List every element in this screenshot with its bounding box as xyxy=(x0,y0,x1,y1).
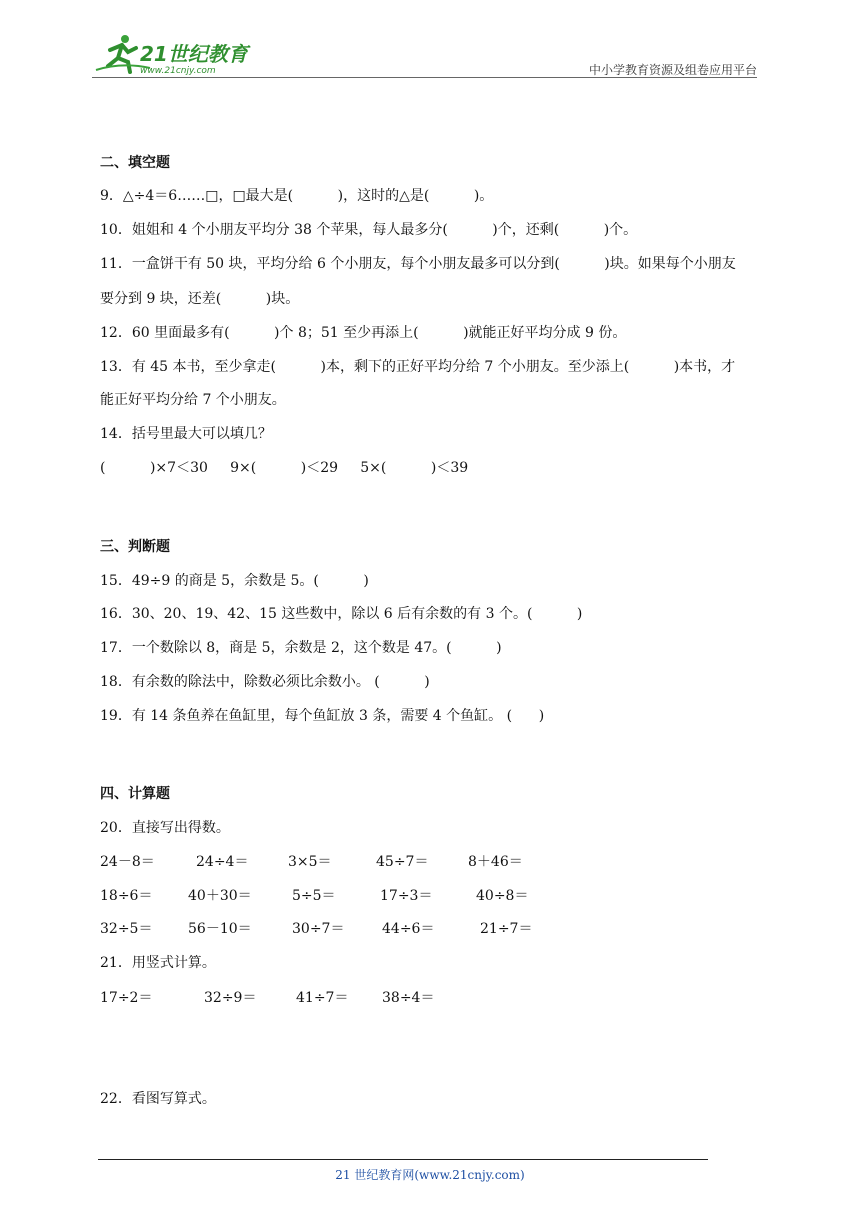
calc-item: 38÷4＝ xyxy=(382,990,435,1006)
question-20: 20．直接写出得数。 xyxy=(100,820,230,836)
question-16: 16．30、20、19、42、15 这些数中，除以 6 后有余数的有 3 个。( ) xyxy=(100,606,583,622)
calc-item: 8＋46＝ xyxy=(468,854,523,870)
question-18: 18．有余数的除法中，除数必须比余数小。 ( ) xyxy=(100,674,430,690)
calc-item: 30÷7＝ xyxy=(292,921,345,937)
calc-item: 24－8＝ xyxy=(100,854,155,870)
question-11-cont: 要分到 9 块，还差( )块。 xyxy=(100,291,300,307)
question-10: 10．姐姐和 4 个小朋友平均分 38 个苹果，每人最多分( )个，还剩( )个。 xyxy=(100,222,638,238)
calc-item: 17÷2＝ xyxy=(100,990,153,1006)
question-21: 21．用竖式计算。 xyxy=(100,955,216,971)
calc-item: 44÷6＝ xyxy=(382,921,435,937)
question-15: 15．49÷9 的商是 5，余数是 5。( ) xyxy=(100,573,369,589)
page-header xyxy=(92,30,757,78)
question-17: 17．一个数除以 8，商是 5，余数是 2，这个数是 47。( ) xyxy=(100,640,502,656)
question-9: 9．△÷4＝6……□，□最大是( )，这时的△是( )。 xyxy=(100,188,494,204)
question-19: 19．有 14 条鱼养在鱼缸里，每个鱼缸放 3 条，需要 4 个鱼缸。 ( ) xyxy=(100,708,545,724)
footer-divider xyxy=(98,1159,708,1160)
calc-item: 32÷5＝ xyxy=(100,921,153,937)
question-13-cont: 能正好平均分给 7 个小朋友。 xyxy=(100,392,286,408)
section-title-calc: 四、计算题 xyxy=(100,786,170,802)
calc-item: 18÷6＝ xyxy=(100,888,153,904)
calc-item: 5÷5＝ xyxy=(292,888,336,904)
calc-item: 56－10＝ xyxy=(188,921,252,937)
section-title-judge: 三、判断题 xyxy=(100,539,170,555)
question-11: 11．一盒饼干有 50 块，平均分给 6 个小朋友，每个小朋友最多可以分到( )块。如果每个小朋友 xyxy=(100,256,736,272)
calc-item: 17÷3＝ xyxy=(380,888,433,904)
calc-item: 40÷8＝ xyxy=(476,888,529,904)
question-12: 12．60 里面最多有( )个 8；51 至少再添上( )就能正好平均分成 9 份。 xyxy=(100,325,627,341)
calc-item: 32÷9＝ xyxy=(204,990,257,1006)
header-tagline: 中小学教育资源及组卷应用平台 xyxy=(588,63,757,77)
question-22: 22．看图写算式。 xyxy=(100,1091,216,1107)
logo-url: www.21cnjy.com xyxy=(140,66,216,76)
calc-item: 24÷4＝ xyxy=(196,854,249,870)
calc-item: 3×5＝ xyxy=(288,854,332,870)
section-title-fill-blank: 二、填空题 xyxy=(100,155,170,171)
calc-item: 41÷7＝ xyxy=(296,990,349,1006)
footer-text: 21 世纪教育网(www.21cnjy.com) xyxy=(335,1168,525,1182)
calc-item: 21÷7＝ xyxy=(480,921,533,937)
logo-text: 21世纪教育 xyxy=(140,42,248,66)
site-logo xyxy=(92,30,262,76)
calc-item: 40＋30＝ xyxy=(188,888,252,904)
question-14: 14．括号里最大可以填几？ xyxy=(100,426,272,442)
calc-item: 45÷7＝ xyxy=(376,854,429,870)
question-14-items: ( )×7＜30 9×( )＜29 5×( )＜39 xyxy=(100,460,469,476)
header-divider xyxy=(92,77,757,78)
question-13: 13．有 45 本书，至少拿走( )本，剩下的正好平均分给 7 个小朋友。至少添上( )本书，才 xyxy=(100,359,736,375)
